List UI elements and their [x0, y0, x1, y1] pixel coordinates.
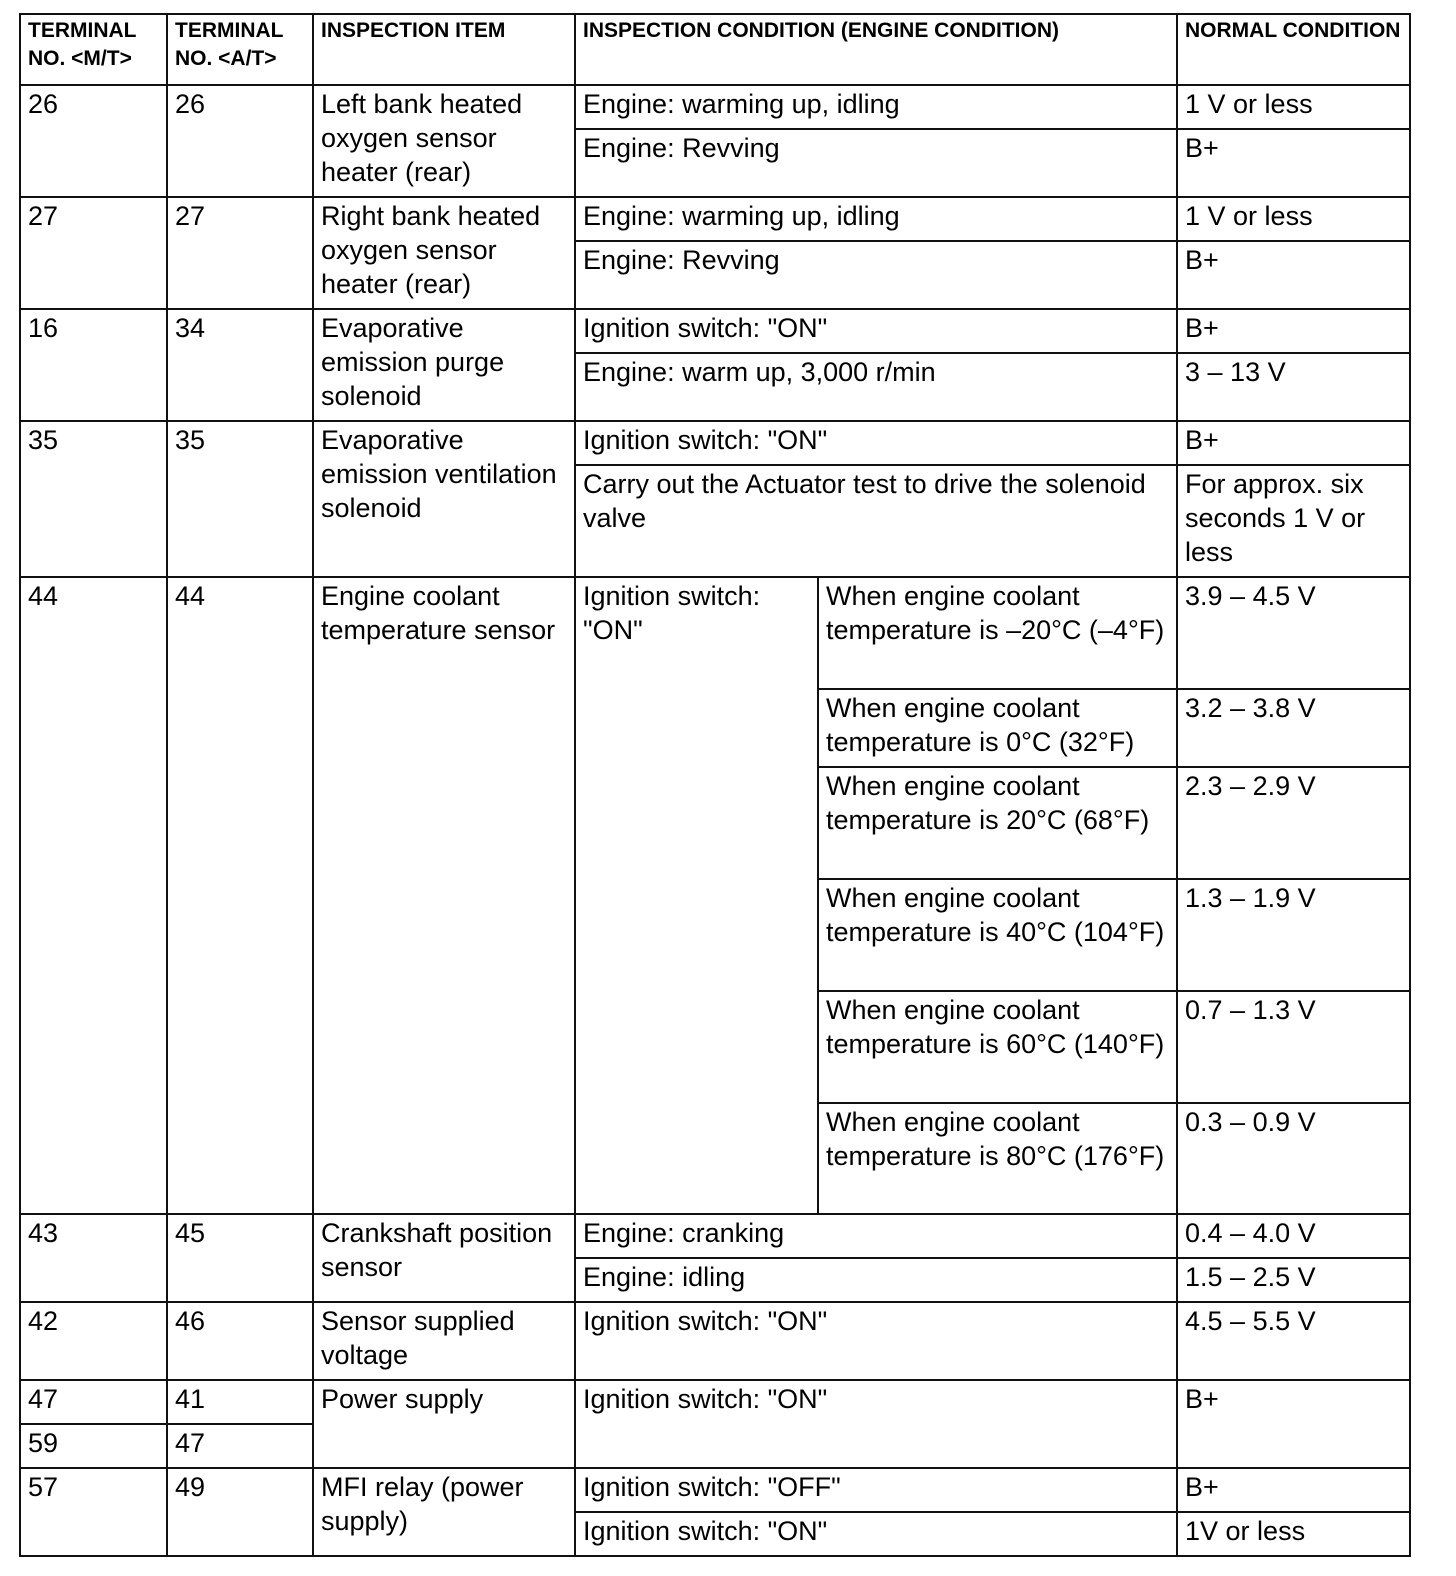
normal-condition: 4.5 – 5.5 V — [1177, 1302, 1410, 1380]
terminal-mt: 59 — [20, 1424, 167, 1468]
terminal-mt: 43 — [20, 1214, 167, 1302]
sub-condition: When engine coolant temperature is 20°C (68°F) — [818, 767, 1177, 879]
normal-condition: 3 – 13 V — [1177, 353, 1410, 421]
inspection-condition: Engine: Revving — [575, 241, 1177, 309]
table-row — [20, 1468, 1410, 1512]
normal-condition: B+ — [1177, 1468, 1410, 1512]
terminal-at: 45 — [167, 1214, 313, 1302]
table-row — [20, 1302, 1410, 1380]
terminal-mt: 57 — [20, 1468, 167, 1556]
inspection-condition: Ignition switch: "ON" — [575, 309, 1177, 353]
table-row — [20, 421, 1410, 465]
inspection-condition: Ignition switch: "ON" — [575, 421, 1177, 465]
inspection-condition: Ignition switch: "ON" — [575, 577, 818, 1214]
sub-condition: When engine coolant temperature is 60°C (140°F) — [818, 991, 1177, 1103]
inspection-item: Evaporative emission ventilation solenoid — [313, 421, 575, 577]
terminal-at: 46 — [167, 1302, 313, 1380]
inspection-condition: Engine: idling — [575, 1258, 1177, 1302]
header-terminal-at: TERMINAL NO. <A/T> — [167, 14, 313, 85]
terminal-at: 49 — [167, 1468, 313, 1556]
header-terminal-mt: TERMINAL NO. <M/T> — [20, 14, 167, 85]
inspection-item: Crankshaft position sensor — [313, 1214, 575, 1302]
table-row — [20, 197, 1410, 241]
table-row — [20, 85, 1410, 129]
terminal-at: 26 — [167, 85, 313, 197]
terminal-mt: 44 — [20, 577, 167, 1214]
normal-condition: 3.2 – 3.8 V — [1177, 689, 1410, 767]
inspection-item: MFI relay (power supply) — [313, 1468, 575, 1556]
terminal-mt: 16 — [20, 309, 167, 421]
normal-condition: 0.7 – 1.3 V — [1177, 991, 1410, 1103]
terminal-mt: 26 — [20, 85, 167, 197]
inspection-item: Power supply — [313, 1380, 575, 1468]
inspection-item: Right bank heated oxygen sensor heater (rear) — [313, 197, 575, 309]
terminal-mt: 27 — [20, 197, 167, 309]
header-normal-condition: NORMAL CONDITION — [1177, 14, 1410, 85]
inspection-table — [19, 13, 1411, 1557]
inspection-item: Engine coolant temperature sensor — [313, 577, 575, 1214]
normal-condition: B+ — [1177, 421, 1410, 465]
terminal-at: 35 — [167, 421, 313, 577]
normal-condition: 2.3 – 2.9 V — [1177, 767, 1410, 879]
inspection-condition: Engine: warming up, idling — [575, 197, 1177, 241]
normal-condition: 0.4 – 4.0 V — [1177, 1214, 1410, 1258]
normal-condition: B+ — [1177, 241, 1410, 309]
terminal-mt: 35 — [20, 421, 167, 577]
normal-condition: B+ — [1177, 129, 1410, 197]
table-row — [20, 1214, 1410, 1258]
inspection-condition: Engine: Revving — [575, 129, 1177, 197]
terminal-at: 44 — [167, 577, 313, 1214]
terminal-mt: 42 — [20, 1302, 167, 1380]
terminal-at: 41 — [167, 1380, 313, 1424]
normal-condition: For approx. six seconds 1 V or less — [1177, 465, 1410, 577]
inspection-item: Left bank heated oxygen sensor heater (rear) — [313, 85, 575, 197]
terminal-at: 27 — [167, 197, 313, 309]
normal-condition: 1 V or less — [1177, 85, 1410, 129]
terminal-at: 47 — [167, 1424, 313, 1468]
normal-condition: 0.3 – 0.9 V — [1177, 1103, 1410, 1214]
header-inspection-item: INSPECTION ITEM — [313, 14, 575, 85]
inspection-condition: Ignition switch: "OFF" — [575, 1468, 1177, 1512]
table-row — [20, 1380, 1410, 1424]
normal-condition: 3.9 – 4.5 V — [1177, 577, 1410, 689]
inspection-condition: Engine: cranking — [575, 1214, 1177, 1258]
header-inspection-condition: INSPECTION CONDITION (ENGINE CONDITION) — [575, 14, 1177, 85]
normal-condition: 1.3 – 1.9 V — [1177, 879, 1410, 991]
inspection-condition: Ignition switch: "ON" — [575, 1302, 1177, 1380]
sub-condition: When engine coolant temperature is 80°C (176°F) — [818, 1103, 1177, 1214]
inspection-condition: Engine: warm up, 3,000 r/min — [575, 353, 1177, 421]
table-row — [20, 309, 1410, 353]
inspection-item: Evaporative emission purge solenoid — [313, 309, 575, 421]
sub-condition: When engine coolant temperature is 0°C (32°F) — [818, 689, 1177, 767]
sub-condition: When engine coolant temperature is 40°C (104°F) — [818, 879, 1177, 991]
terminal-mt: 47 — [20, 1380, 167, 1424]
sub-condition: When engine coolant temperature is –20°C (–4°F) — [818, 577, 1177, 689]
normal-condition: 1.5 – 2.5 V — [1177, 1258, 1410, 1302]
normal-condition: B+ — [1177, 309, 1410, 353]
terminal-at: 34 — [167, 309, 313, 421]
inspection-condition: Carry out the Actuator test to drive the solenoid valve — [575, 465, 1177, 577]
normal-condition: 1 V or less — [1177, 197, 1410, 241]
inspection-condition: Ignition switch: "ON" — [575, 1380, 1177, 1468]
inspection-condition: Ignition switch: "ON" — [575, 1512, 1177, 1556]
normal-condition: B+ — [1177, 1380, 1410, 1468]
inspection-condition: Engine: warming up, idling — [575, 85, 1177, 129]
inspection-item: Sensor supplied voltage — [313, 1302, 575, 1380]
normal-condition: 1V or less — [1177, 1512, 1410, 1556]
header-row — [20, 14, 1410, 85]
table-row — [20, 577, 1410, 689]
